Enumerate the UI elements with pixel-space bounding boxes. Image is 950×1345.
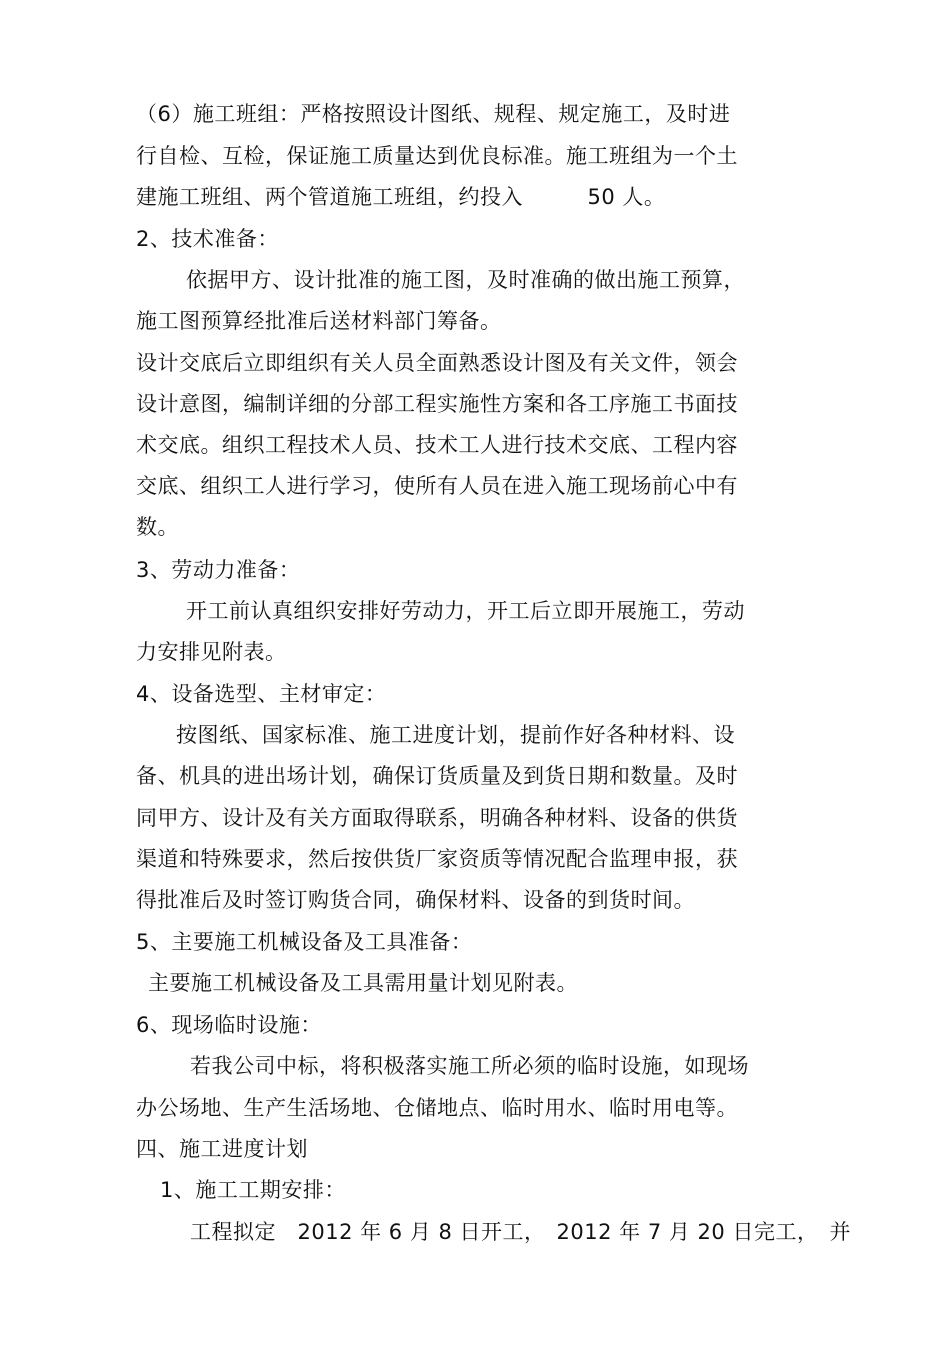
section-heading: 4、设备选型、主材审定： (136, 682, 387, 706)
text-line: 渠道和特殊要求，然后按供货厂家资质等情况配合监理申报，获 (136, 847, 738, 871)
text-line: 备、机具的进出场计划，确保订货质量及到货日期和数量。及时 (136, 764, 738, 788)
text-line: 术交底。组织工程技术人员、技术工人进行技术交底、工程内容 (136, 433, 738, 457)
text-line: （6）施工班组：严格按照设计图纸、规程、规定施工，及时进 (136, 102, 731, 126)
text-line: 交底、组织工人进行学习，使所有人员在进入施工现场前心中有 (136, 474, 738, 498)
text-line: 同甲方、设计及有关方面取得联系，明确各种材料、设备的供货 (136, 806, 738, 830)
text-line: 数。 (136, 515, 179, 539)
text-line: 设计意图，编制详细的分部工程实施性方案和各工序施工书面技 (136, 392, 738, 416)
text-line: 主要施工机械设备及工具需用量计划见附表。 (148, 971, 578, 995)
text-line: 按图纸、国家标准、施工进度计划，提前作好各种材料、设 (176, 723, 735, 747)
section-heading: 6、现场临时设施： (136, 1013, 322, 1037)
text-line: 若我公司中标，将积极落实施工所必须的临时设施，如现场 (190, 1054, 749, 1078)
text-line: 力安排见附表。 (136, 640, 287, 664)
text-line: 开工前认真组织安排好劳动力，开工后立即开展施工，劳动 (186, 599, 745, 623)
text-line: 依据甲方、设计批准的施工图，及时准确的做出施工预算， (186, 268, 745, 292)
text-line: 得批准后及时签订购货合同，确保材料、设备的到货时间。 (136, 888, 695, 912)
chapter-heading: 四、施工进度计划 (136, 1137, 308, 1161)
section-heading: 3、劳动力准备： (136, 558, 301, 582)
section-heading: 2、技术准备： (136, 227, 279, 251)
text-line: 建施工班组、两个管道施工班组，约投入 50 人。 (136, 185, 666, 209)
section-heading: 1、施工工期安排： (160, 1178, 346, 1202)
section-heading: 5、主要施工机械设备及工具准备： (136, 930, 473, 954)
text-line: 施工图预算经批准后送材料部门筹备。 (136, 309, 502, 333)
text-line: 办公场地、生产生活场地、仓储地点、临时用水、临时用电等。 (136, 1096, 738, 1120)
text-line: 设计交底后立即组织有关人员全面熟悉设计图及有关文件，领会 (136, 351, 738, 375)
text-line: 工程拟定 2012 年 6 月 8 日开工， 2012 年 7 月 20 日完工， 并 (190, 1220, 851, 1244)
text-line: 行自检、互检，保证施工质量达到优良标准。施工班组为一个土 (136, 144, 738, 168)
